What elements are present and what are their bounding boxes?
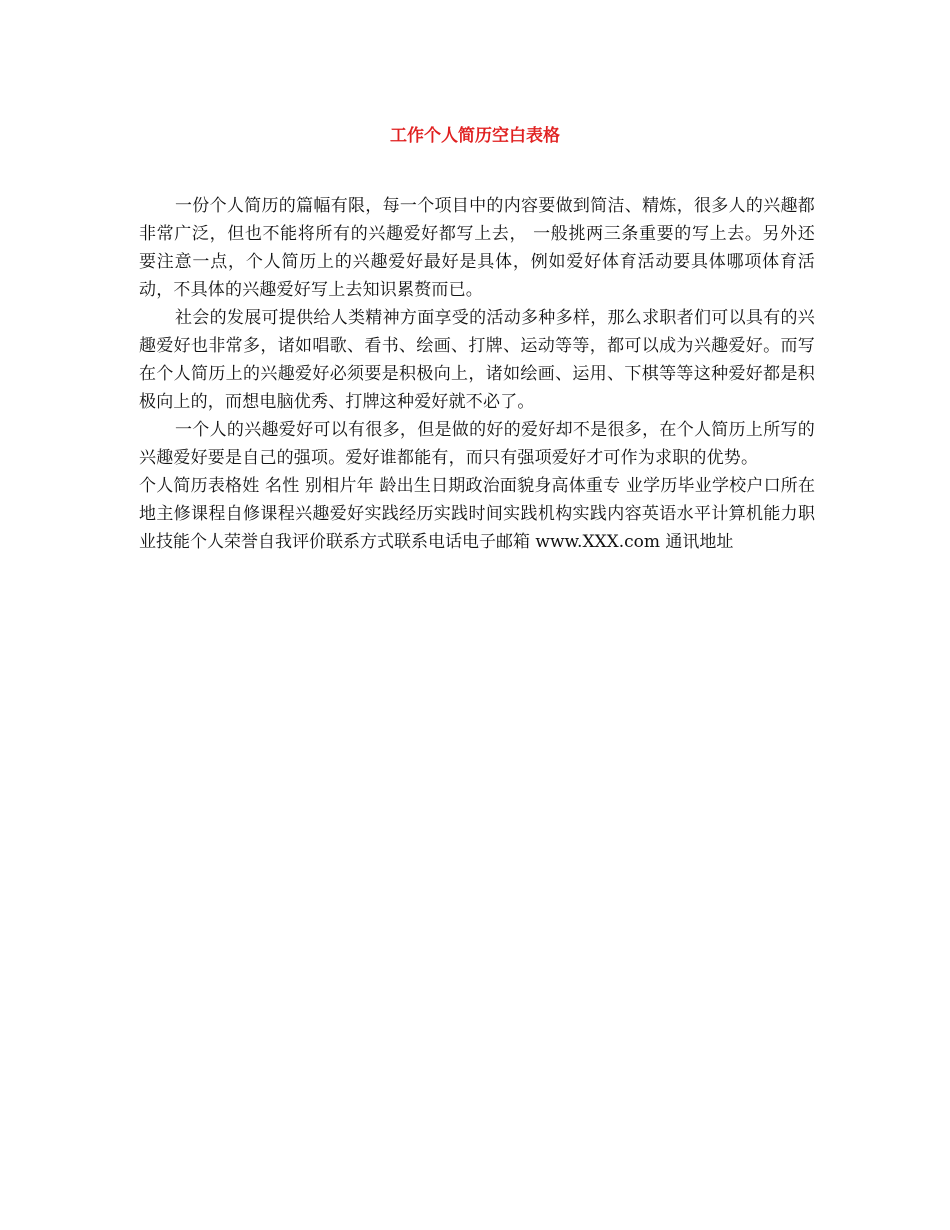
paragraph-2: 社会的发展可提供给人类精神方面享受的活动多种多样，那么求职者们可以具有的兴趣爱好也非常多，诸如唱歌、看书、绘画、打牌、运动等等，都可以成为兴趣爱好。而写在个人简历上的兴趣爱好必须要是积极向上，诸如绘画、运用、下棋等等这种爱好都是积极向上的，而想电脑优秀、打牌这种爱好就不必了。: [139, 308, 815, 412]
paragraph-1: 一份个人简历的篇幅有限，每一个项目中的内容要做到简洁、精炼，很多人的兴趣都非常广泛，但也不能将所有的兴趣爱好都写上去， 一般挑两三条重要的写上去。另外还要注意一点，个人简历上的兴趣爱好最好是具体，例如爱好体育活动要具体哪项体育活动，不具体的兴趣爱好写上去知识累赘而已。: [139, 196, 815, 300]
document-body: [139, 192, 815, 556]
document-title: 工作个人简历空白表格: [390, 126, 560, 146]
paragraph-3: 一个人的兴趣爱好可以有很多，但是做的好的爱好却不是很多，在个人简历上所写的兴趣爱好要是自己的强项。爱好谁都能有，而只有强项爱好才可作为求职的优势。: [139, 420, 815, 468]
resume-table-text: 个人简历表格姓 名性 别相片年 龄出生日期政治面貌身高体重专 业学历毕业学校户口所在地主修课程自修课程兴趣爱好实践经历实践时间实践机构实践内容英语水平计算机能力职业技能个人荣誉自我评价联系方式联系电话电子邮箱 www.XXX.com 通讯地址: [139, 476, 815, 552]
